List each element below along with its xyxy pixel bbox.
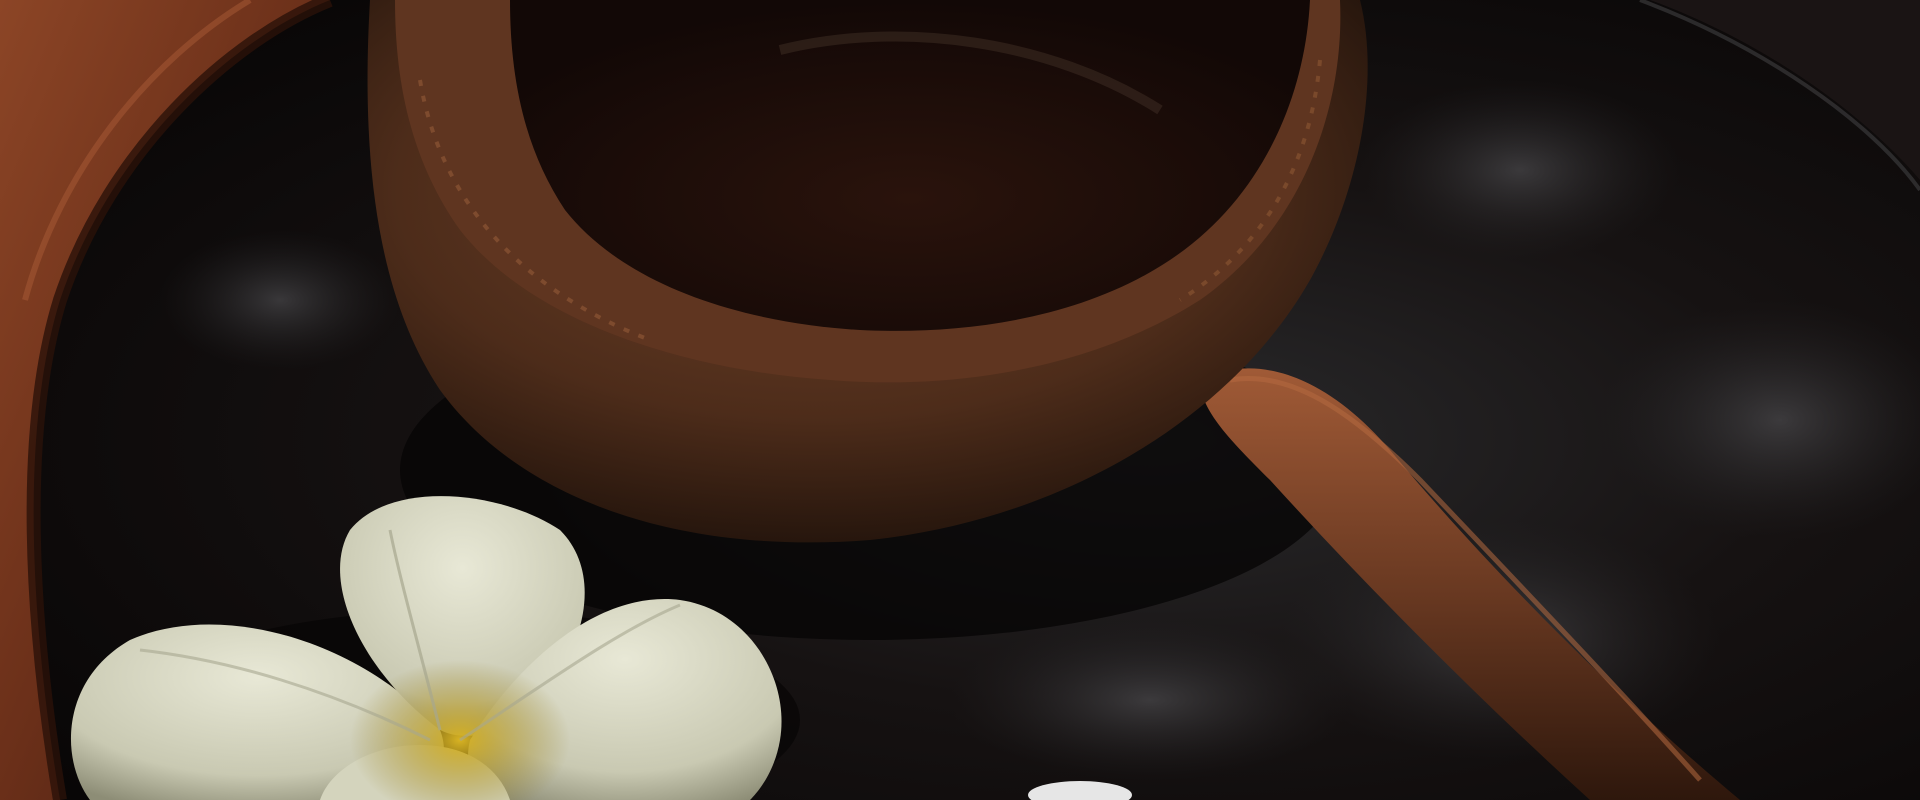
water-reflection: [1360, 80, 1680, 260]
water-reflection: [950, 620, 1350, 780]
water-reflection: [160, 230, 400, 370]
